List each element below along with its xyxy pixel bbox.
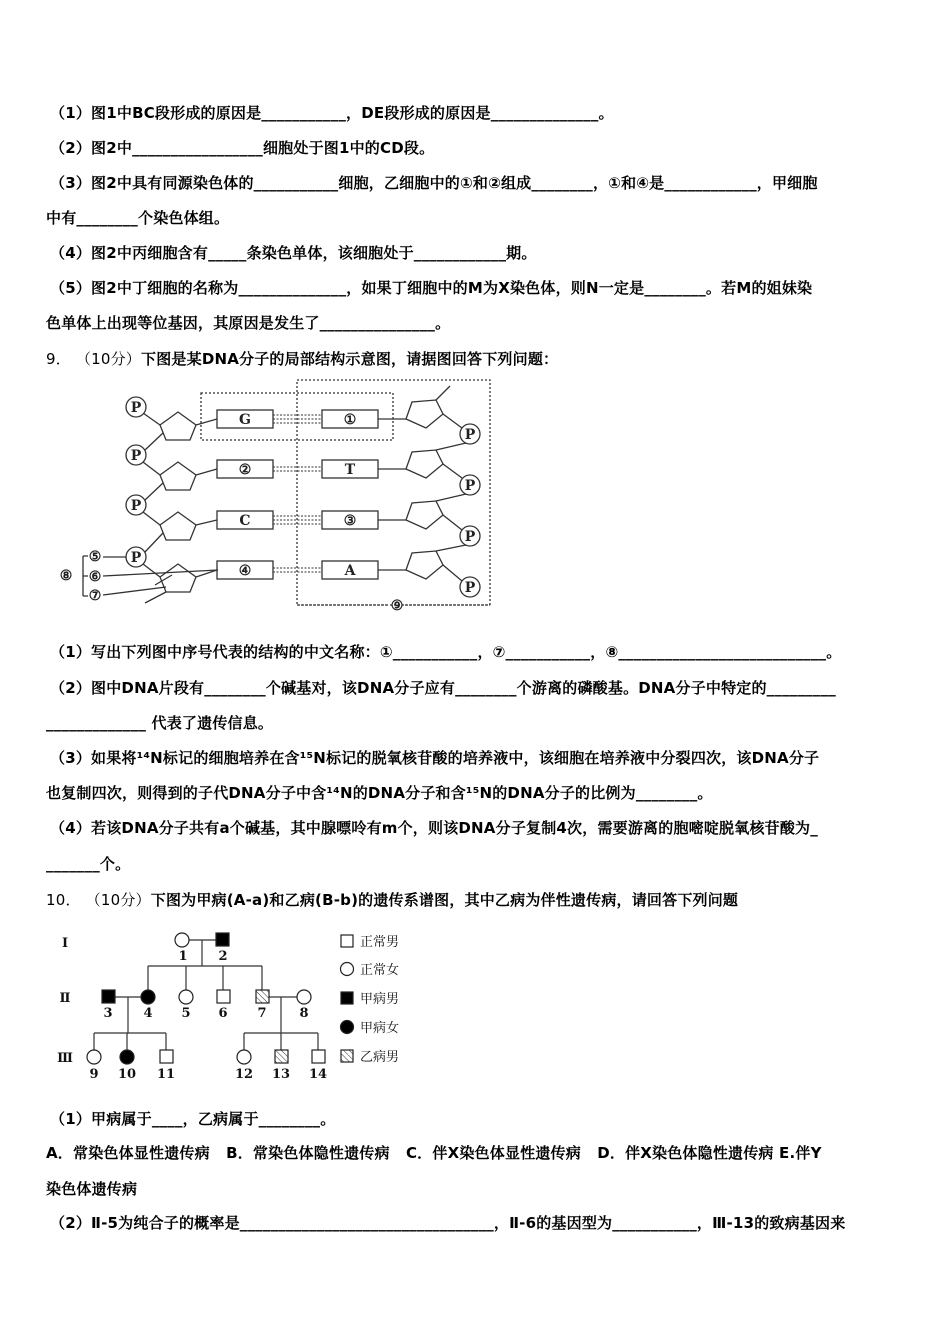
label-five: ⑤ [88, 549, 102, 565]
id-label: 5 [181, 1006, 191, 1021]
phosphate-label: P [464, 427, 476, 443]
phosphate-label: P [130, 400, 142, 416]
phosphate-label: P [130, 498, 142, 514]
q9-line-3: _____________ 代表了遗传信息。 [46, 714, 274, 732]
base-right-1: ① [343, 412, 357, 428]
legend-a-male-icon [341, 992, 353, 1004]
id-label: 4 [143, 1006, 153, 1021]
phosphate-label: P [464, 580, 476, 596]
label-eight: ⑧ [59, 568, 73, 584]
q8-line-6: （5）图2中丁细胞的名称为______________，如果丁细胞中的M为X染色体，则N一定是________。若M的姐妹染 [50, 279, 813, 297]
q9-score: （10分） [75, 350, 142, 368]
q9-line-5: 也复制四次，则得到的子代DNA分子中含¹⁴N的DNA分子和含¹⁵N的DNA分子的比例为________。 [46, 784, 713, 802]
id-label: 14 [308, 1067, 328, 1082]
legend-a-female-icon [341, 1021, 354, 1034]
base-left-3: C [239, 513, 251, 529]
q10-title: 下图为甲病(A-a)和乙病(B-b)的遗传系谱图，其中乙病为伴性遗传病，请回答下列问题 [150, 891, 739, 909]
q10-number: 10． [46, 891, 81, 909]
individual-11 [160, 1050, 173, 1063]
base-left-1: G [239, 412, 251, 428]
generation-3: Ⅲ [57, 1051, 73, 1066]
id-label: 11 [156, 1067, 176, 1082]
id-label: 3 [103, 1006, 113, 1021]
q8-line-2: （2）图2中_________________细胞处于图1中的CD段。 [50, 139, 435, 157]
q8-line-4: 中有________个染色体组。 [46, 209, 230, 227]
base-left-2: ② [238, 462, 252, 478]
q8-line-7: 色单体上出现等位基因，其原因是发生了_______________。 [46, 314, 451, 332]
q8-line-1: （1）图1中BC段形成的原因是___________，DE段形成的原因是______________。 [50, 104, 614, 122]
q10-line-2: （2）Ⅱ-5为纯合子的概率是_________________________________，Ⅱ-6的基因型为___________，Ⅲ-13的致病基因来 [50, 1214, 846, 1232]
q8-line-5: （4）图2中丙细胞含有_____条染色单体，该细胞处于____________期。 [50, 244, 537, 262]
individual-2 [216, 933, 229, 946]
individual-9 [87, 1050, 101, 1064]
q9-line-6: （4）若该DNA分子共有a个碱基，其中腺嘌呤有m个，则该DNA分子复制4次，需要游离的胞嘧啶脱氧核苷酸为_ [50, 819, 818, 837]
q9-title: 下图是某DNA分子的局部结构示意图，请据图回答下列问题： [141, 350, 559, 368]
q10-line-1: （1）甲病属于____，乙病属于________。 [50, 1110, 336, 1128]
q10-score: （10分） [85, 891, 151, 909]
legend-normal-female: 正常女 [360, 963, 400, 978]
individual-13 [275, 1050, 288, 1063]
individual-1 [175, 933, 189, 947]
individual-6 [217, 990, 230, 1003]
individual-4 [141, 990, 155, 1004]
individual-7 [256, 990, 269, 1003]
id-label: 10 [117, 1067, 137, 1082]
generation-2: Ⅱ [59, 991, 71, 1006]
q10-options-cont: 染色体遗传病 [46, 1180, 138, 1198]
label-seven: ⑦ [88, 588, 102, 604]
legend-normal-male: 正常男 [360, 935, 400, 950]
phosphate-label: P [464, 529, 476, 545]
individual-14 [312, 1050, 325, 1063]
legend-normal-female-icon [341, 963, 354, 976]
individual-5 [179, 990, 193, 1004]
q9-line-7: _______个。 [46, 855, 131, 873]
base-right-2: T [344, 462, 356, 478]
base-right-3: ③ [343, 513, 357, 529]
individual-8 [297, 990, 311, 1004]
legend-b-male-icon [341, 1050, 353, 1062]
id-label: 1 [178, 949, 188, 964]
id-label: 13 [271, 1067, 291, 1082]
generation-1: Ⅰ [61, 936, 69, 951]
base-left-4: ④ [238, 563, 252, 579]
phosphate-label: P [130, 448, 142, 464]
id-label: 8 [299, 1006, 309, 1021]
id-label: 9 [89, 1067, 99, 1082]
phosphate-label: P [130, 550, 142, 566]
q10-options: A．常染色体显性遗传病 B．常染色体隐性遗传病 C．伴X染色体显性遗传病 D．伴X染色体隐性遗传病 E.伴Y [46, 1144, 822, 1162]
q9-line-4: （3）如果将¹⁴N标记的细胞培养在含¹⁵N标记的脱氧核苷酸的培养液中，该细胞在培养液中分裂四次，该DNA分子 [50, 749, 820, 767]
base-right-4: A [344, 563, 356, 579]
id-label: 7 [257, 1006, 267, 1021]
q8-line-3: （3）图2中具有同源染色体的___________细胞，乙细胞中的①和②组成________，①和④是____________，甲细胞 [50, 174, 818, 192]
legend-a-male: 甲病男 [360, 992, 400, 1007]
label-six: ⑥ [88, 569, 102, 585]
q9-number: 9． [46, 350, 71, 368]
id-label: 12 [234, 1067, 254, 1082]
id-label: 6 [218, 1006, 228, 1021]
individual-12 [237, 1050, 251, 1064]
legend-normal-male-icon [341, 935, 353, 947]
q9-line-2: （2）图中DNA片段有________个碱基对，该DNA分子应有________个游离的磷酸基。DNA分子中特定的_________ [50, 679, 836, 697]
id-label: 2 [218, 949, 228, 964]
legend-b-male: 乙病男 [360, 1050, 400, 1065]
label-nine: ⑨ [390, 598, 404, 614]
q9-line-1: （1）写出下列图中序号代表的结构的中文名称：①___________，⑦___________，⑧___________________________。 [50, 643, 842, 661]
individual-10 [120, 1050, 134, 1064]
legend-a-female: 甲病女 [360, 1021, 400, 1036]
individual-3 [102, 990, 115, 1003]
phosphate-label: P [464, 478, 476, 494]
